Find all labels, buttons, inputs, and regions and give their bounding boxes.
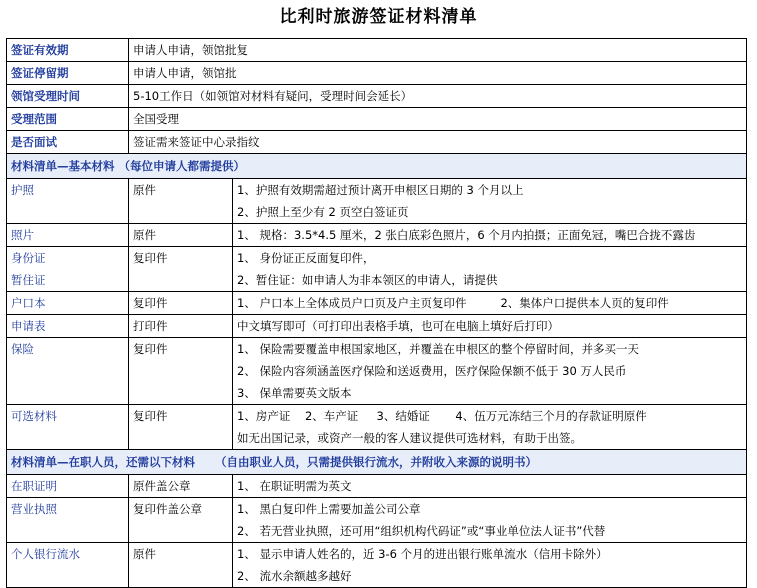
row-label: 个人银行流水	[7, 543, 129, 588]
section-title: 材料清单—基本材料 （每位申请人都需提供）	[7, 154, 747, 179]
table-row	[7, 498, 747, 543]
row-label: 护照	[7, 179, 129, 224]
row-label: 签证有效期	[7, 39, 129, 62]
table-row	[7, 405, 747, 450]
table-row	[7, 179, 747, 224]
detail-line: 1、护照有效期需超过预计离开申根区日期的 3 个月以上	[237, 183, 524, 197]
detail-line: 1、 黑白复印件上需要加盖公司公章	[237, 502, 421, 516]
row-value: 5-10工作日（如领馆对材料有疑问，受理时间会延长）	[129, 85, 747, 108]
table-row	[7, 108, 747, 131]
row-label: 受理范围	[7, 108, 129, 131]
detail-line: 2、 保险内容须涵盖医疗保险和送返费用，医疗保险保额不低于 30 万人民币	[237, 364, 627, 378]
row-label	[7, 247, 129, 292]
row-label: 营业执照	[7, 498, 129, 543]
row-value: 申请人申请，领馆批复	[129, 39, 747, 62]
row-value: 申请人申请，领馆批	[129, 62, 747, 85]
detail-line: 1、房产证 2、车产证 3、结婚证 4、伍万元冻结三个月的存款证明原件	[237, 409, 647, 423]
detail-line: 1、 户口本上全体成员户口页及户主页复印件	[237, 296, 467, 310]
detail-line: 1、 显示申请人姓名的，近 3-6 个月的进出银行账单流水（信用卡除外）	[237, 547, 608, 561]
table-row	[7, 475, 747, 498]
detail-line: 2、集体户口提供本人页的复印件	[500, 296, 669, 310]
row-label: 领馆受理时间	[7, 85, 129, 108]
row-type: 原件	[129, 224, 233, 247]
row-value: 全国受理	[129, 108, 747, 131]
row-label: 签证停留期	[7, 62, 129, 85]
table-row	[7, 85, 747, 108]
table-row	[7, 338, 747, 405]
row-label: 是否面试	[7, 131, 129, 154]
row-detail	[233, 224, 747, 247]
row-label: 保险	[7, 338, 129, 405]
detail-line: 2、 若无营业执照，还可用“组织机构代码证”或“事业单位法人证书”代替	[237, 524, 606, 538]
table-row	[7, 315, 747, 338]
row-type: 复印件	[129, 247, 233, 292]
table-row	[7, 224, 747, 247]
row-detail	[233, 292, 747, 315]
row-type: 复印件盖公章	[129, 498, 233, 543]
row-detail	[233, 247, 747, 292]
row-detail	[233, 179, 747, 224]
detail-line: 3、 保单需要英文版本	[237, 386, 352, 400]
table-row	[7, 292, 747, 315]
detail-line: 2、 流水余额越多越好	[237, 569, 352, 583]
row-detail	[233, 338, 747, 405]
row-label: 户口本	[7, 292, 129, 315]
detail-line: 1、 在职证明需为英文	[237, 479, 352, 493]
row-detail	[233, 475, 747, 498]
page-title: 比利时旅游签证材料清单	[279, 7, 478, 27]
section-title: 材料清单—在职人员，还需以下材料 （自由职业人员，只需提供银行流水，并附收入来源的说明书）	[7, 450, 747, 475]
row-label: 申请表	[7, 315, 129, 338]
detail-line: 中文填写即可（可打印出表格手填，也可在电脑上填好后打印）	[237, 319, 559, 333]
detail-line: 1、 规格：3.5*4.5 厘米，2 张白底彩色照片，6 个月内拍摄；正面免冠，嘴巴合拢不露齿	[237, 228, 696, 242]
table-row	[7, 247, 747, 292]
table-row	[7, 131, 747, 154]
row-label: 照片	[7, 224, 129, 247]
section-header	[7, 450, 747, 475]
row-detail	[233, 498, 747, 543]
detail-line: 2、暂住证：如申请人为非本领区的申请人，请提供	[237, 273, 498, 287]
row-value: 签证需来签证中心录指纹	[129, 131, 747, 154]
label-residence-permit: 暂住证	[11, 273, 46, 287]
detail-line: 2、护照上至少有 2 页空白签证页	[237, 205, 409, 219]
row-type: 原件	[129, 543, 233, 588]
row-type: 打印件	[129, 315, 233, 338]
table-row	[7, 39, 747, 62]
detail-line: 如无出国记录，或资产一般的客人建议提供可选材料，有助于出签。	[237, 431, 582, 445]
materials-table	[6, 38, 747, 588]
row-detail	[233, 315, 747, 338]
label-id-card: 身份证	[11, 251, 46, 265]
row-detail	[233, 543, 747, 588]
table-row	[7, 62, 747, 85]
section-header	[7, 154, 747, 179]
table-row	[7, 543, 747, 588]
row-type: 复印件	[129, 405, 233, 450]
detail-line: 1、 保险需要覆盖申根国家地区，并覆盖在申根区的整个停留时间，并多买一天	[237, 342, 639, 356]
row-label: 在职证明	[7, 475, 129, 498]
row-type: 原件	[129, 179, 233, 224]
row-type: 复印件	[129, 338, 233, 405]
detail-line: 1、 身份证正反面复印件，	[237, 251, 375, 265]
row-type: 原件盖公章	[129, 475, 233, 498]
row-detail	[233, 405, 747, 450]
row-label: 可选材料	[7, 405, 129, 450]
row-type: 复印件	[129, 292, 233, 315]
